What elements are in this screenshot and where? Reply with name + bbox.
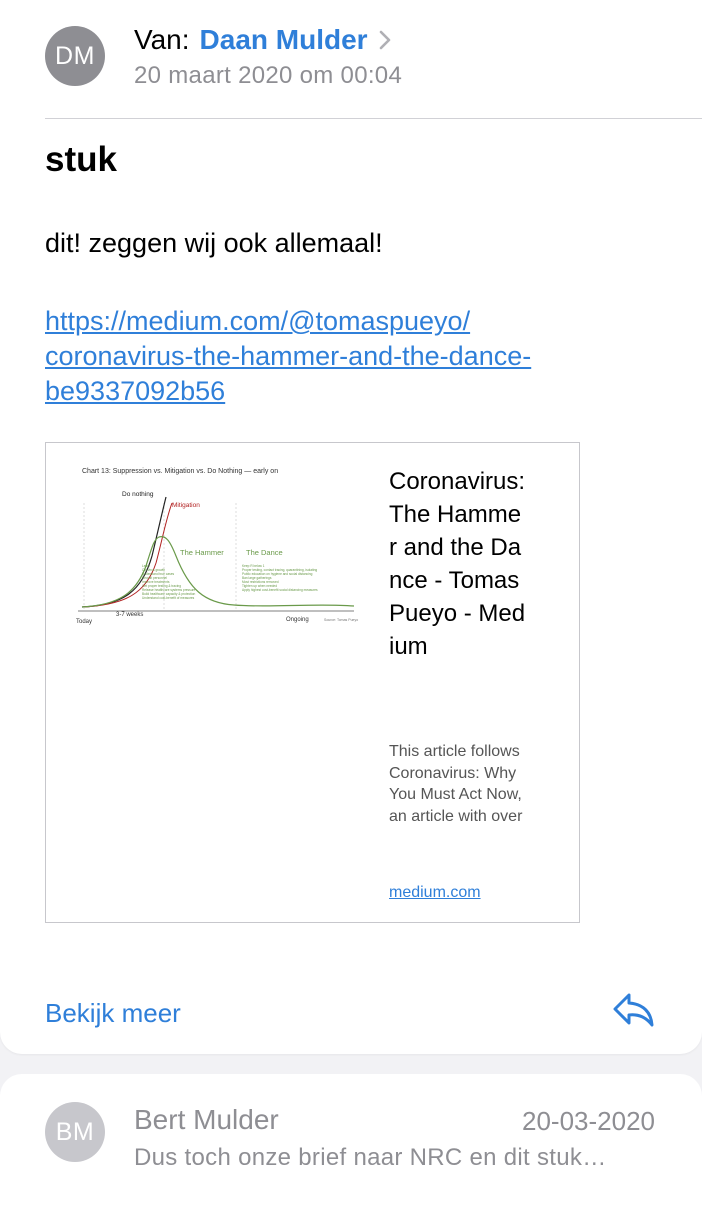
chart-source: Source: Tomas Pueyo xyxy=(324,618,359,622)
chevron-right-icon[interactable] xyxy=(378,29,392,51)
hammer-bullet: Learn xyxy=(142,564,151,568)
reply-icon[interactable] xyxy=(610,990,658,1030)
message-date: 20 maart 2020 om 00:04 xyxy=(134,62,403,89)
message-body: dit! zeggen wij ook allemaal! xyxy=(45,228,383,258)
dance-bullet: Proper testing, contact tracing, quarantining, isolating xyxy=(242,568,318,572)
link-line[interactable]: https://medium.com/@tomaspueyo/ xyxy=(45,306,471,336)
see-more-button[interactable]: Bekijk meer xyxy=(45,998,181,1028)
message-subject: stuk xyxy=(45,140,117,179)
preview-chart-title: Chart 13: Suppression vs. Mitigation vs. Do Nothing — early on xyxy=(82,468,279,475)
preview-chart-image xyxy=(54,461,374,631)
dance-bullet: Tighten up when needed xyxy=(242,584,277,588)
chart-label-do-nothing: Do nothing xyxy=(122,491,154,498)
from-label: Van: xyxy=(134,24,190,55)
from-row xyxy=(134,22,392,58)
preview-title: Coronavirus: The Hammer and the Dance - Tomas Pueyo - Medium xyxy=(389,468,526,660)
dance-bullet: Public education on hygiene and social distancing xyxy=(242,572,313,576)
dance-bullet: Apply highest cost-benefit social distancing measures xyxy=(242,588,318,592)
next-sender-name: Bert Mulder xyxy=(134,1104,279,1135)
hammer-bullet: Build healthcare capacity & protection xyxy=(142,592,196,596)
link-line[interactable]: be9337092b56 xyxy=(45,376,226,406)
next-message-date: 20-03-2020 xyxy=(522,1106,655,1136)
hammer-bullet: Improve treatments xyxy=(142,580,170,584)
link-preview-card[interactable] xyxy=(45,442,580,923)
sender-name-link[interactable]: Daan Mulder xyxy=(199,24,368,55)
message-link[interactable] xyxy=(45,304,531,409)
hammer-bullet: Get proper testing & tracing xyxy=(142,584,181,588)
chart-x-today: Today xyxy=(76,619,93,625)
dance-bullet: Ban large gatherings xyxy=(242,576,272,580)
hammer-bullet: Release healthcare systems pressure xyxy=(142,588,196,592)
hammer-bullet: Understand true cases xyxy=(142,572,175,576)
next-message-card[interactable] xyxy=(0,1074,702,1214)
dance-bullet: Most restrictions removed xyxy=(242,580,279,584)
chart-x-weeks: 3-7 weeks xyxy=(116,612,144,618)
preview-description: This article follows Coronavirus: Why You Must Act Now, an article with over xyxy=(389,743,523,825)
chart-label-mitigation: Mitigation xyxy=(172,502,200,509)
sender-avatar[interactable]: DM xyxy=(45,26,105,86)
header-divider xyxy=(45,118,702,119)
dance-bullet: Keep R below 1 xyxy=(242,564,265,568)
hammer-bullet: Cut virus growth xyxy=(142,568,166,572)
hammer-bullet: Understand cost-benefit of measures xyxy=(142,596,195,600)
chart-label-hammer: The Hammer xyxy=(180,548,224,557)
chart-x-ongoing: Ongoing xyxy=(286,617,309,623)
next-sender-avatar: BM xyxy=(45,1102,105,1162)
next-message-snippet: Dus toch onze brief naar NRC en dit stuk… xyxy=(134,1144,607,1171)
hammer-bullet: Recruit personnel xyxy=(142,576,167,580)
preview-domain[interactable]: medium.com xyxy=(389,884,481,901)
link-line[interactable]: coronavirus-the-hammer-and-the-dance- xyxy=(45,341,532,371)
chart-label-dance: The Dance xyxy=(246,548,283,557)
